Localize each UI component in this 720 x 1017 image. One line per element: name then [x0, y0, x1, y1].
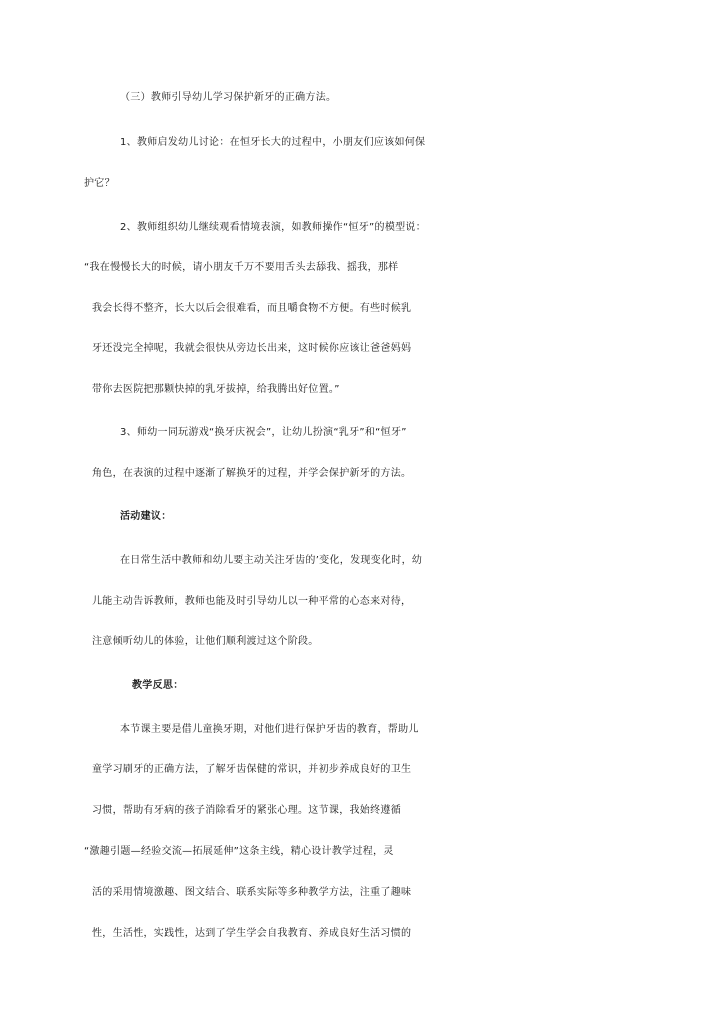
reflection-line-2: 童学习刷牙的正确方法，了解牙齿保健的常识，并初步养成良好的卫生 — [92, 764, 412, 775]
section-title: （三）教师引导幼儿学习保护新牙的正确方法。 — [120, 92, 337, 103]
suggestion-heading: 活动建议： — [120, 511, 172, 522]
step2-line-5: 带你去医院把那颗快掉的乳牙拔掉，给我腾出好位置。” — [92, 384, 340, 395]
reflection-line-5: 活的采用情境激趣、图文结合、联系实际等多种教学方法，注重了趣味 — [92, 887, 412, 898]
step1-line-1: 1、教师启发幼儿讨论：在恒牙长大的过程中，小朋友们应该如何保 — [120, 137, 426, 148]
reflection-line-6: 性，生活性，实践性，达到了学生学会自我教育、养成良好生活习惯的 — [92, 928, 412, 939]
step3-line-2: 角色，在表演的过程中逐渐了解换牙的过程，并学会保护新牙的方法。 — [92, 468, 412, 479]
step2-line-4: 牙还没完全掉呢，我就会很快从旁边长出来，这时候你应该让爸爸妈妈 — [92, 343, 412, 354]
step2-line-2: “我在慢慢长大的时候，请小朋友千万不要用舌头去舔我、摇我，那样 — [84, 262, 399, 273]
step2-line-3: 我会长得不整齐，长大以后会很难看，而且嚼食物不方便。有些时候乳 — [92, 303, 412, 314]
step1-line-2: 护它？ — [84, 178, 115, 189]
reflection-heading: 教学反思： — [132, 680, 184, 691]
reflection-line-1: 本节课主要是借儿童换牙期，对他们进行保护牙齿的教育，帮助儿 — [120, 724, 419, 735]
step3-line-1: 3、师幼一同玩游戏“换牙庆祝会”，让幼儿扮演“乳牙”和“恒牙” — [120, 427, 407, 438]
suggestion-line-2: 儿能主动告诉教师，教师也能及时引导幼儿以一种平常的心态来对待， — [92, 596, 412, 607]
reflection-line-3: 习惯，帮助有牙病的孩子消除看牙的紧张心理。这节课，我始终遵循 — [92, 805, 401, 816]
suggestion-line-1: 在日常生活中教师和幼儿要主动关注牙齿的’变化，发现变化时，幼 — [120, 555, 423, 566]
suggestion-line-3: 注意倾听幼儿的体验，让他们顺利渡过这个阶段。 — [92, 636, 319, 647]
step2-line-1: 2、教师组织幼儿继续观看情境表演，如教师操作“恒牙”的模型说： — [120, 222, 427, 233]
reflection-line-4: “激趣引题—经验交流—拓展延伸”这条主线，精心设计教学过程，灵 — [84, 846, 394, 857]
